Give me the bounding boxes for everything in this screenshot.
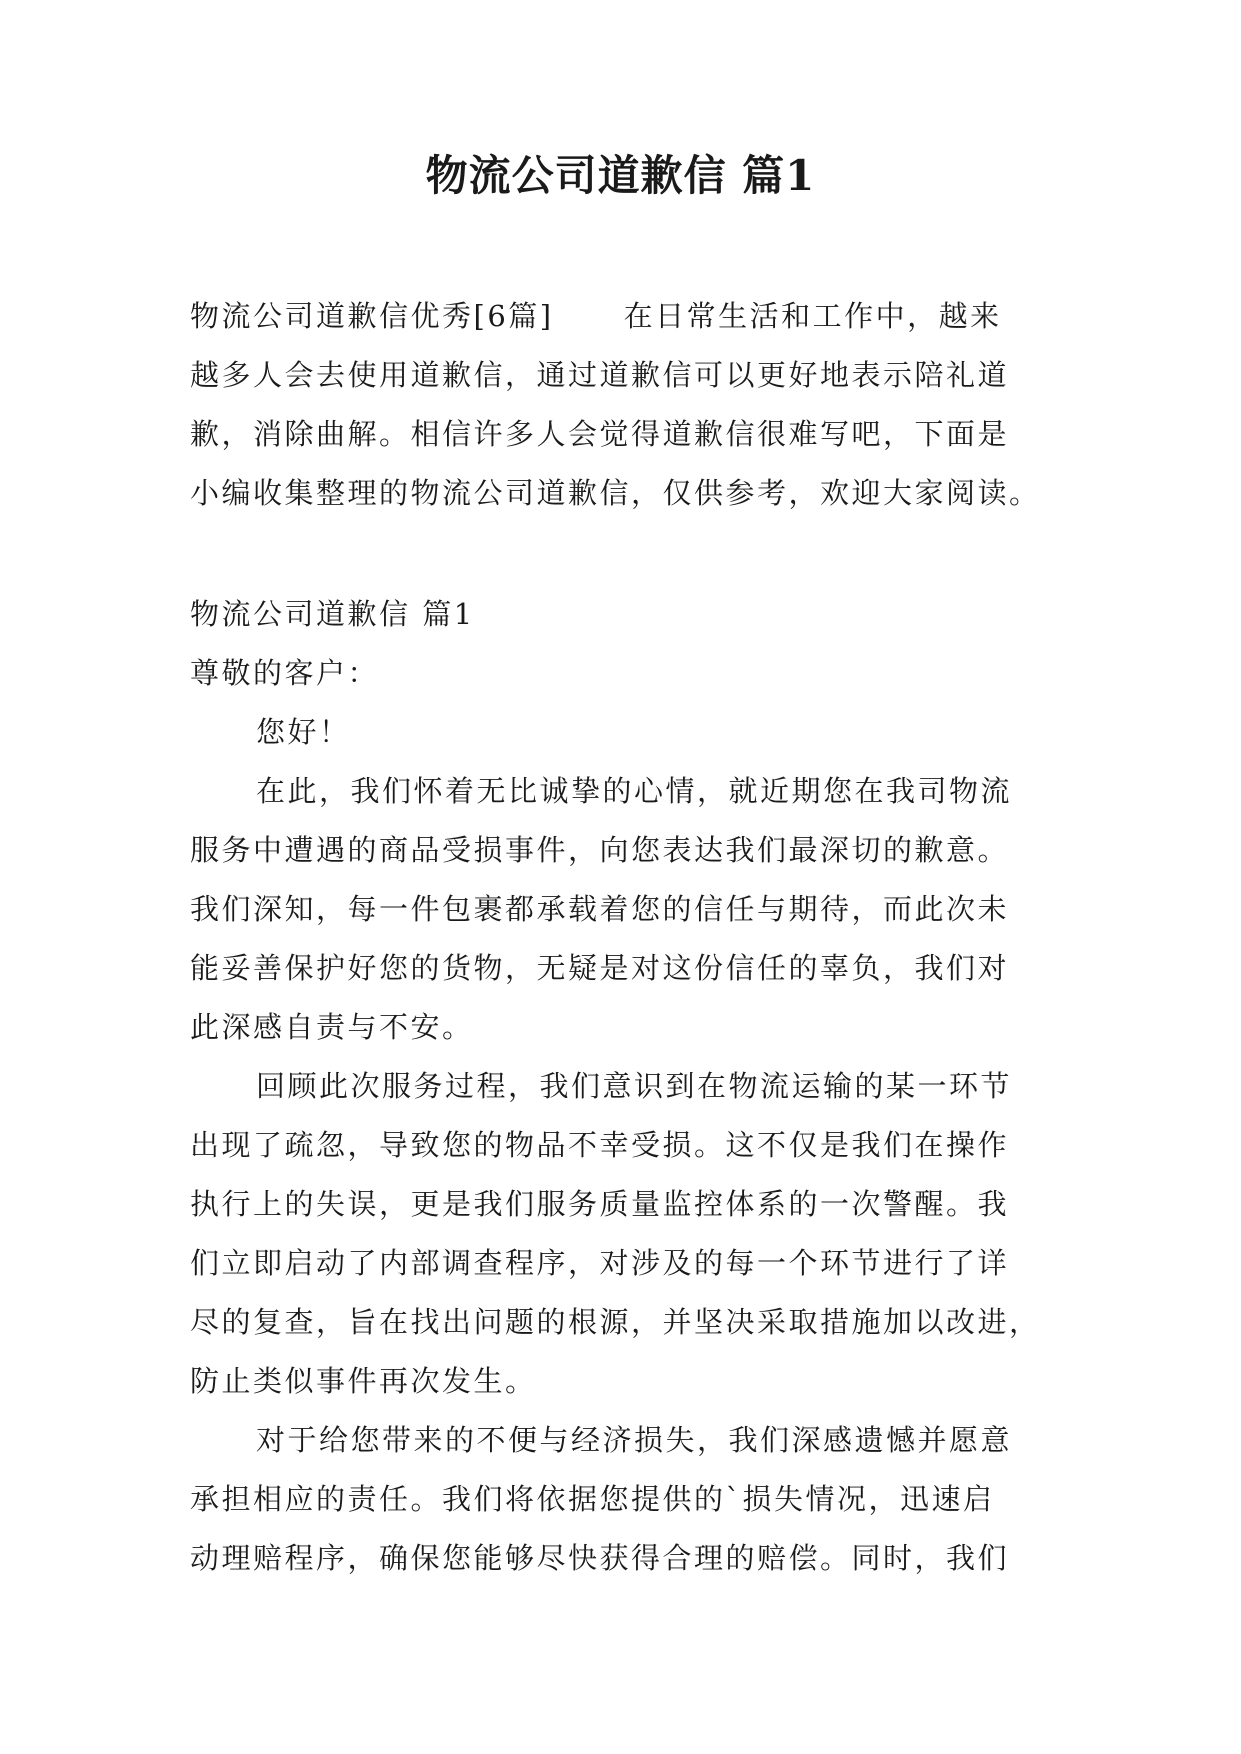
intro-text: 在日常生活和工作中，越来 [623, 299, 1002, 333]
paragraph-3-line: 动理赔程序，确保您能够尽快获得合理的赔偿。同时，我们 [190, 1541, 1010, 1575]
salutation: 尊敬的客户： [190, 656, 380, 690]
letter-body [190, 585, 1048, 1588]
greeting: 您好！ [256, 715, 351, 749]
intro-paragraph [190, 287, 1048, 523]
section-heading: 物流公司道歉信 篇1 [190, 597, 475, 631]
paragraph-1-line: 此深感自责与不安。 [190, 1010, 474, 1044]
intro-line: 歉，消除曲解。相信许多人会觉得道歉信很难写吧，下面是 [190, 417, 1010, 451]
paragraph-1-line: 我们深知，每一件包裹都承载着您的信任与期待，而此次未 [190, 892, 1010, 926]
intro-line: 越多人会去使用道歉信，通过道歉信可以更好地表示陪礼道 [190, 358, 1010, 392]
intro-line [190, 287, 1048, 346]
paragraph-2-line: 尽的复查，旨在找出问题的根源，并坚决采取措施加以改进， [190, 1305, 1041, 1339]
intro-line: 小编收集整理的物流公司道歉信，仅供参考，欢迎大家阅读。 [190, 476, 1041, 510]
paragraph-3-line: 承担相应的责任。我们将依据您提供的`损失情况，迅速启 [190, 1482, 995, 1516]
paragraph-2-line: 出现了疏忽，导致您的物品不幸受损。这不仅是我们在操作 [190, 1128, 1010, 1162]
paragraph-2-line: 防止类似事件再次发生。 [190, 1364, 537, 1398]
paragraph-2-line: 回顾此次服务过程，我们意识到在物流运输的某一环节 [256, 1069, 1013, 1103]
paragraph-1-line: 在此，我们怀着无比诚挚的心情，就近期您在我司物流 [256, 774, 1013, 808]
document-title: 物流公司道歉信 篇1 [425, 151, 816, 200]
paragraph-1-line: 能妥善保护好您的货物，无疑是对这份信任的辜负，我们对 [190, 951, 1010, 985]
paragraph-2-line: 执行上的失误，更是我们服务质量监控体系的一次警醒。我 [190, 1187, 1010, 1221]
paragraph-2-line: 们立即启动了内部调查程序，对涉及的每一个环节进行了详 [190, 1246, 1010, 1280]
intro-lead: 物流公司道歉信优秀[6篇] [190, 299, 554, 333]
paragraph-1-line: 服务中遭遇的商品受损事件，向您表达我们最深切的歉意。 [190, 833, 1010, 867]
paragraph-3-line: 对于给您带来的不便与经济损失，我们深感遗憾并愿意 [256, 1423, 1013, 1457]
